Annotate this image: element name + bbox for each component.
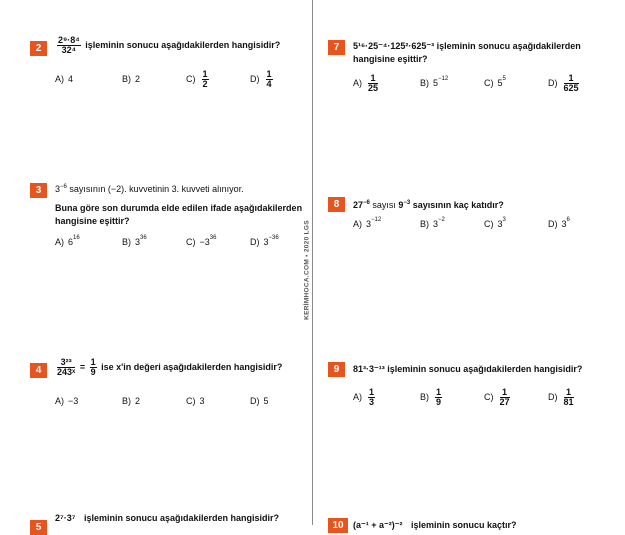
option-c[interactable]: C) $\frac{1}{27}$ — [484, 387, 510, 407]
option-d[interactable]: D) $\frac{1}{81}$ — [548, 387, 574, 407]
question-5: 5 2⁷·3⁷ işleminin sonucu aşağıdakilerden hangisidir? — [30, 512, 310, 532]
option-b[interactable]: B) 2 — [122, 74, 141, 84]
option-c[interactable]: C) $\frac{1}{2}$ — [186, 69, 208, 89]
fraction: $\frac{\text{2⁹·8⁴}}{\text{32⁴}}$ — [58, 35, 80, 55]
option-a[interactable]: A) $\frac{1}{3}$ — [353, 387, 375, 407]
question-10: 10 (a⁻¹ + a⁻²)⁻² işleminin sonucu kaçtır? — [328, 518, 618, 528]
question-number: 10 — [328, 518, 348, 533]
question-4: 4 $\frac{\text{3²³}}{\text{243ˣ}}$ = $\frac{1}{9}$ ise x'in değeri aşağıdakilerden hangisidir? A) −3 B) 2 C) 3 D) 5 — [30, 360, 310, 410]
question-7 — [328, 40, 618, 100]
question-9 — [328, 362, 618, 412]
option-a[interactable]: A) $6^{16}$ — [55, 235, 80, 247]
option-b[interactable]: B) $3^{36}$ — [122, 235, 147, 247]
option-b[interactable]: B) $\frac{1}{9}$ — [420, 387, 442, 407]
question-text: işleminin sonucu aşağıdakilerden hangisidir? — [85, 39, 281, 50]
option-d[interactable]: D) 5 — [250, 396, 269, 406]
question-line-1: $3^{-6}$ sayısının (−2). kuvvetinin 3. kuvveti alınıyor. — [55, 184, 244, 194]
page-divider — [312, 0, 313, 525]
question-line-2: Buna göre son durumda elde edilen ifade aşağıdakilerden hangisine eşittir? — [55, 203, 303, 226]
question-text: ise x'in değeri aşağıdakilerden hangisidir? — [101, 361, 283, 372]
option-d[interactable]: D) $\frac{1}{625}$ — [548, 73, 579, 93]
option-c[interactable]: C) 3 — [186, 396, 205, 406]
question-3 — [30, 183, 310, 253]
fraction-right: $\frac{1}{9}$ — [90, 357, 96, 377]
side-watermark: KERİMHOCA.COM • 2020 LGS — [304, 217, 311, 323]
option-b[interactable]: B) $3^{-2}$ — [420, 217, 445, 229]
option-d[interactable]: D) $3^6$ — [548, 217, 570, 229]
question-number: 3 — [30, 183, 47, 198]
question-number: 7 — [328, 40, 345, 55]
expression: 81³·3⁻¹³ — [353, 364, 385, 374]
question-text: işleminin sonucu aşağıdakilerden hangisine eşittir? — [353, 41, 581, 64]
expression: 5¹⁶·25⁻⁴·125²·625⁻³ — [353, 41, 435, 51]
question-number: 4 — [30, 363, 47, 378]
option-a[interactable]: A) 4 — [55, 74, 74, 84]
option-c[interactable]: C) $5^5$ — [484, 76, 506, 88]
question-2 — [30, 35, 300, 98]
question-number: 5 — [30, 520, 47, 535]
option-c[interactable]: C) $3^3$ — [484, 217, 506, 229]
option-d[interactable]: D) $3^{-36}$ — [250, 235, 279, 247]
option-a[interactable]: A) $\frac{1}{25}$ — [353, 73, 379, 93]
option-c[interactable]: $C) -3^{36}$ — [186, 235, 217, 247]
option-a[interactable]: A) $3^{-12}$ — [353, 217, 382, 229]
question-number: 8 — [328, 197, 345, 212]
option-b[interactable]: B) $5^{-12}$ — [420, 76, 449, 88]
option-b[interactable]: B) 2 — [122, 396, 141, 406]
fraction-left: $\frac{\text{3²³}}{\text{243ˣ}}$ — [57, 357, 76, 377]
question-number: 9 — [328, 362, 345, 377]
question-number: 2 — [30, 41, 47, 56]
question-8: 8 $27^{-6}$ sayısı $9^{-3}$ sayısının kaç katıdır? A) $3^{-12}$ B) $3^{-2}$ C) $3^3$ D) $3^6$ — [328, 197, 618, 242]
question-text: işleminin sonucu aşağıdakilerden hangisidir? — [387, 364, 583, 374]
option-a[interactable]: A) −3 — [55, 396, 79, 406]
option-d[interactable]: D) $\frac{1}{4}$ — [250, 69, 272, 89]
